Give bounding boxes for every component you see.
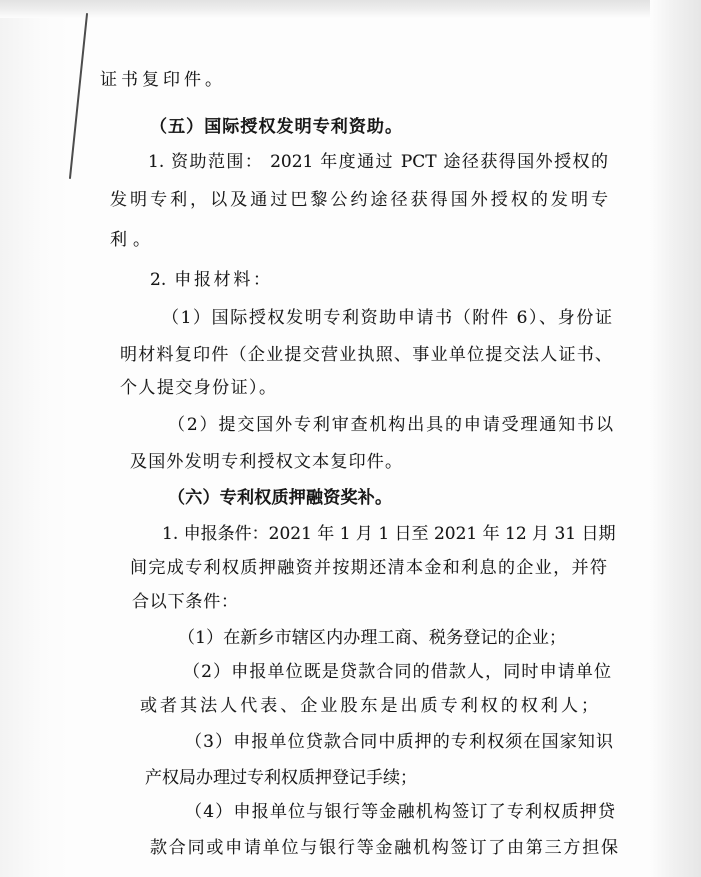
document-line: 合以下条件：: [132, 592, 238, 612]
section-heading: （六）专利权质押融资奖补。: [168, 488, 392, 508]
scan-border-right: [650, 0, 701, 877]
document-line: 或者其法人代表、企业股东是出质专利权的权利人；: [140, 696, 598, 716]
document-line: 利。: [110, 230, 150, 250]
document-line: （2）提交国外专利审查机构出具的申请受理通知书以: [168, 415, 613, 435]
document-line: （1）国际授权发明专利资助申请书（附件 6）、身份证: [162, 308, 612, 328]
document-line: （2）申报单位既是贷款合同的借款人，同时申请单位: [183, 662, 611, 682]
document-line: 及国外发明专利授权文本复印件。: [130, 452, 402, 472]
section-heading: （五）国际授权发明专利资助。: [150, 117, 402, 137]
document-line: 发明专利，以及通过巴黎公约途径获得国外授权的发明专: [110, 190, 608, 210]
scan-edge-mark: [0, 0, 120, 200]
document-line: 1. 申报条件：2021 年 1 月 1 日至 2021 年 12 月 31 日期: [162, 524, 616, 544]
document-line: （3）申报单位贷款合同中质押的专利权须在国家知识: [185, 732, 613, 752]
document-line: 2. 申报材料：: [150, 270, 270, 290]
document-line: 间完成专利权质押融资并按期还清本金和利息的企业，并符: [130, 558, 607, 578]
document-line: 产权局办理过专利权质押登记手续；: [145, 768, 417, 788]
document-line: 1. 资助范围： 2021 年度通过 PCT 途径获得国外授权的: [148, 152, 608, 172]
document-line: （4）申报单位与银行等金融机构签订了专利权质押贷: [185, 802, 615, 822]
document-line: （1）在新乡市辖区内办理工商、税务登记的企业；: [178, 628, 566, 648]
document-line: 个人提交身份证）。: [120, 378, 276, 398]
document-line: 明材料复印件（企业提交营业执照、事业单位提交法人证书、: [120, 345, 612, 365]
document-line: 证书复印件。: [100, 70, 222, 90]
document-line: 款合同或申请单位与银行等金融机构签订了由第三方担保: [150, 838, 618, 858]
